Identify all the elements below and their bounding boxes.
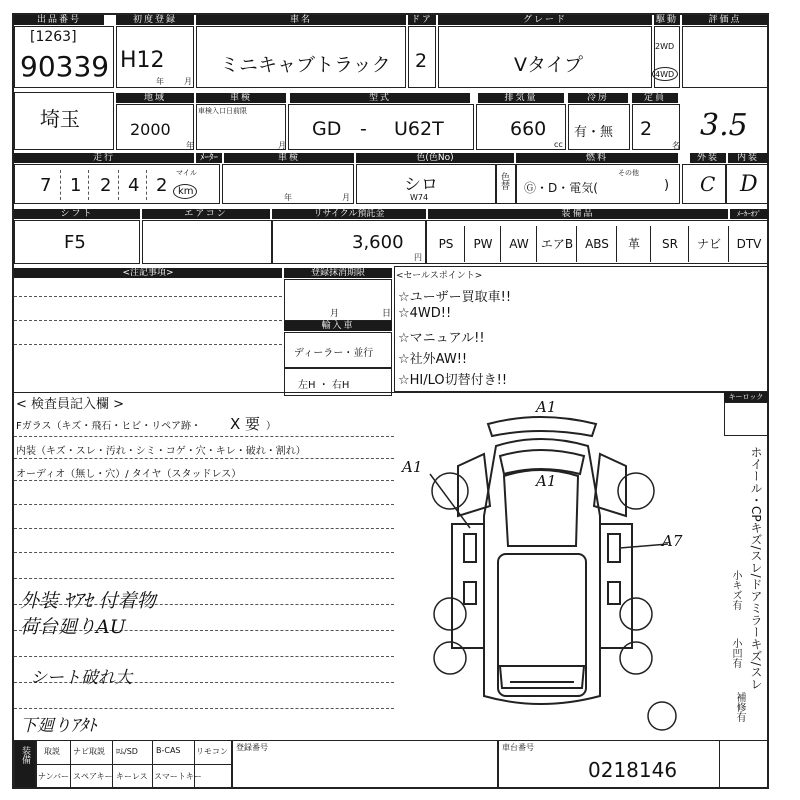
chassis-label: 車台番号 [502, 743, 534, 752]
shift: F5 [64, 232, 86, 253]
label-inspection: 車検 [196, 93, 286, 103]
chassis-number: 0218146 [588, 758, 678, 782]
mileage-digit-2: 1 [70, 175, 82, 196]
model-code: U62T [394, 118, 444, 140]
handwritten-note-2: 荷台廻りAU [20, 616, 126, 638]
label-equipment: 装備品 [428, 209, 728, 219]
sales-point-4: ☆社外AW!! [398, 352, 468, 367]
doors: 2 [415, 50, 428, 72]
label-color: 色(色No) [356, 153, 514, 163]
label-exterior: 外装 [690, 153, 726, 163]
interior-grade: D [740, 172, 758, 197]
label-displacement: 排気量 [478, 93, 564, 103]
equip-aw: AW [500, 226, 537, 262]
capacity: 2 [640, 118, 653, 140]
footer-rom-sd: ﾛﾑ/SD [116, 747, 138, 756]
label-shift: シフト [14, 209, 140, 219]
label-interior: 内装 [728, 153, 768, 163]
footer-remote: リモコン [196, 747, 228, 756]
label-grade: グレード [438, 15, 652, 25]
mileage-digit-5: 2 [156, 175, 168, 196]
ac: 有・無 [574, 125, 614, 140]
equip-abs: ABS [576, 226, 617, 262]
mileage-digit-4: 4 [128, 175, 140, 196]
label-meter: ﾒｰﾀｰ [196, 153, 222, 163]
label-first-reg: 初度登録 [116, 15, 194, 25]
damage-mark-3: A1 [536, 472, 557, 490]
footer-keyless: キーレス [116, 772, 148, 781]
label-doors: ドア [408, 15, 436, 25]
equip-pw: PW [464, 226, 501, 262]
sales-point-1: ☆ユーザー買取車!! [398, 290, 512, 305]
side-note-repair: 補修有 [734, 692, 745, 722]
label-ac: 冷房 [568, 93, 628, 103]
handwritten-note-4: 下廻りｱﾀﾄ [20, 716, 97, 736]
steering: 左H ・ 右H [298, 380, 350, 391]
label-model: 型式 [290, 93, 470, 103]
equip-dtv: DTV [728, 226, 769, 262]
reg-number-label: 登録番号 [236, 743, 268, 752]
equip-airbag: エアB [536, 226, 577, 262]
car-name: ミニキャブトラック [220, 54, 391, 76]
damage-mark-2: A1 [402, 458, 423, 476]
inspector-interior: 内装（キズ・スレ・汚れ・シミ・コゲ・穴・キレ・破れ・割れ） [16, 446, 306, 457]
footer-side-label: 装備 [20, 746, 30, 764]
label-aircon: エアコン [142, 209, 270, 219]
footer-number: ナンバー [38, 772, 70, 781]
fuel: Ⓖ・D・電気( [524, 181, 598, 195]
label-maker-option: ﾒｰｶｰｵﾌﾟ [730, 209, 768, 219]
mileage-digit-3: 2 [100, 175, 112, 196]
drive-2wd: 2WD [655, 42, 675, 51]
label-reg-expiry: 登録抹消期限 [284, 268, 392, 278]
inspector-title: < 検査員記入欄 > [16, 397, 125, 412]
recycle-fee: 3,600 [352, 232, 404, 253]
year: H12 [120, 48, 165, 73]
label-notes: <注記事項> [14, 268, 282, 278]
footer-bcas: B-CAS [156, 746, 181, 755]
inspector-glass-mark: X 要 [230, 415, 261, 433]
score-box [682, 26, 768, 88]
footer-navi-manual: ナビ取説 [73, 747, 105, 756]
exterior-grade: C [700, 172, 716, 196]
footer-smart-key: スマートキー [154, 772, 202, 781]
mileage-digit-1: 7 [40, 175, 52, 196]
sales-point-5: ☆HI/LO切替付き!! [398, 373, 508, 388]
label-shaken: 車検 [224, 153, 354, 163]
mileage-unit-km: km [178, 186, 194, 197]
drive-4wd-circle-icon [652, 67, 678, 81]
equip-navi: ナビ [688, 226, 729, 262]
inspection-note: 車検入口日前限 [198, 107, 247, 115]
color-code: W74 [410, 193, 429, 202]
label-capacity: 定員 [632, 93, 678, 103]
inspector-glass: Fガラス（キズ・飛石・ヒビ・リペア跡・ [16, 421, 202, 432]
label-fuel: 燃料 [516, 153, 678, 163]
footer-manual: 取説 [44, 747, 60, 756]
damage-mark-1: A1 [536, 398, 557, 416]
equip-sr: SR [650, 226, 689, 262]
color-change: 色替 [499, 172, 509, 190]
color: シロ [404, 175, 438, 195]
handwritten-note-3: シート破れ大 [30, 668, 132, 688]
side-note-small-dent: 小凹有 [730, 638, 741, 668]
sales-label: <セールスポイント> [396, 271, 483, 281]
footer-spare-key: スペアキー [73, 772, 113, 781]
km-circle-icon [173, 184, 197, 199]
label-key-lock: キーロック [724, 392, 768, 402]
side-note-wheel: ホイール・CPキズ/スレ/ドアミラーキズ/スレ [749, 446, 763, 690]
equip-ps: PS [426, 226, 465, 262]
damage-mark-4: A7 [662, 532, 683, 550]
label-import: 輸入車 [284, 321, 392, 331]
label-drive: 駆動 [655, 15, 678, 25]
stock-code: [1263] [30, 29, 77, 45]
equip-leather: 革 [616, 226, 651, 262]
label-lot: 出品番号 [14, 15, 104, 25]
score: 3.5 [700, 108, 748, 143]
inspection: 2000 [130, 120, 171, 139]
grade: Vタイプ [514, 54, 584, 76]
region: 埼玉 [40, 107, 80, 131]
side-note-small-scratch: 小キズ有 [730, 570, 741, 610]
displacement: 660 [510, 118, 547, 140]
inspector-audio: オーディオ（無し・穴）/ タイヤ（スタッドレス） [16, 469, 242, 480]
label-mileage: 走行 [14, 153, 194, 163]
handwritten-note-1: 外装 ﾔｱｾ 付着物 [20, 590, 156, 612]
label-score: 評価点 [682, 15, 768, 25]
lot-number: 90339 [20, 50, 110, 83]
drive-4wd: 4WD [655, 70, 675, 79]
sales-point-3: ☆マニュアル!! [398, 331, 485, 346]
model-prefix: GD [312, 118, 342, 140]
label-region: 地域 [116, 93, 194, 103]
label-recycle: リサイクル預託金 [272, 209, 426, 219]
sales-point-2: ☆4WD!! [398, 306, 452, 321]
mileage-unit-mile: マイル [176, 169, 197, 177]
label-car-name: 車名 [196, 15, 406, 25]
vehicle-diagram [400, 396, 700, 736]
reg-number-box [232, 740, 498, 788]
dealer-parallel: ディーラー・並行 [294, 348, 374, 359]
aircon-box [142, 220, 272, 264]
